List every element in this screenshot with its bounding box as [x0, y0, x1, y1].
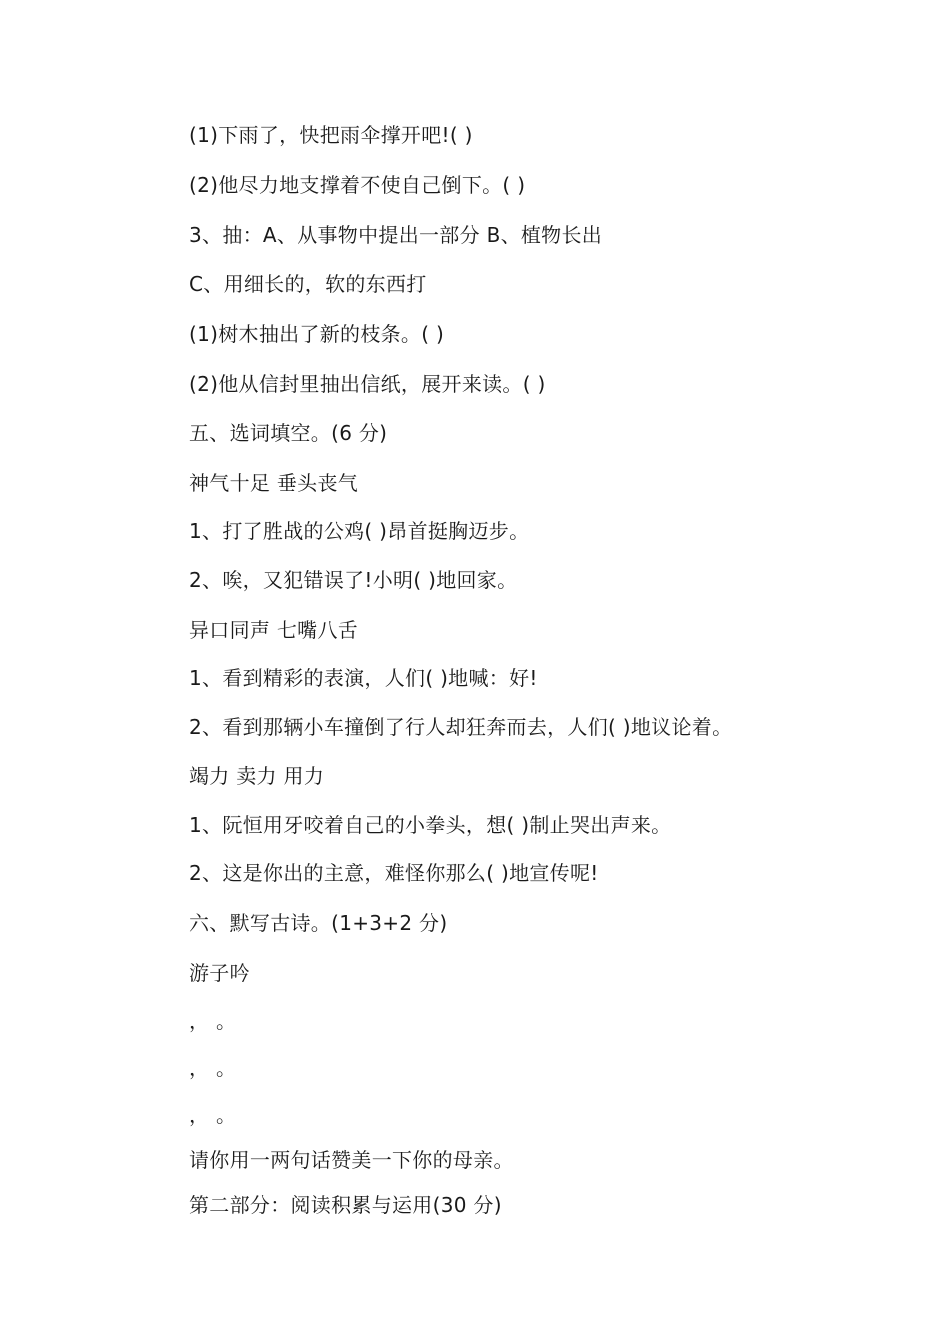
poem-blank-line: ， 。: [189, 1056, 237, 1080]
section-heading: 第二部分：阅读积累与运用(30 分): [189, 1193, 502, 1217]
text-line: 2、这是你出的主意，难怪你那么( )地宣传呢!: [189, 861, 599, 885]
text-line: (2)他尽力地支撑着不使自己倒下。( ): [189, 173, 526, 197]
section-heading: 五、选词填空。(6 分): [189, 421, 388, 445]
text-line: (2)他从信封里抽出信纸，展开来读。( ): [189, 372, 546, 396]
text-line: (1)树木抽出了新的枝条。( ): [189, 322, 445, 346]
text-line: 1、阮恒用牙咬着自己的小拳头，想( )制止哭出声来。: [189, 813, 672, 837]
section-heading: 六、默写古诗。(1+3+2 分): [189, 911, 448, 935]
text-line: 请你用一两句话赞美一下你的母亲。: [189, 1148, 514, 1172]
poem-blank-line: ， 。: [189, 1103, 237, 1127]
text-line: 3、抽：A、从事物中提出一部分 B、植物长出: [189, 223, 603, 247]
poem-blank-line: ， 。: [189, 1009, 237, 1033]
poem-title: 游子吟: [189, 961, 250, 985]
text-line: 1、看到精彩的表演，人们( )地喊：好!: [189, 666, 538, 690]
word-choices: 竭力 卖力 用力: [189, 764, 325, 788]
text-line: 1、打了胜战的公鸡( )昂首挺胸迈步。: [189, 519, 530, 543]
text-line: C、用细长的，软的东西打: [189, 272, 427, 296]
word-choices: 神气十足 垂头丧气: [189, 471, 359, 495]
text-line: 2、唉，又犯错误了!小明( )地回家。: [189, 568, 518, 592]
text-line: 2、看到那辆小车撞倒了行人却狂奔而去，人们( )地议论着。: [189, 715, 733, 739]
text-line: (1)下雨了，快把雨伞撑开吧!( ): [189, 123, 473, 147]
word-choices: 异口同声 七嘴八舌: [189, 618, 359, 642]
